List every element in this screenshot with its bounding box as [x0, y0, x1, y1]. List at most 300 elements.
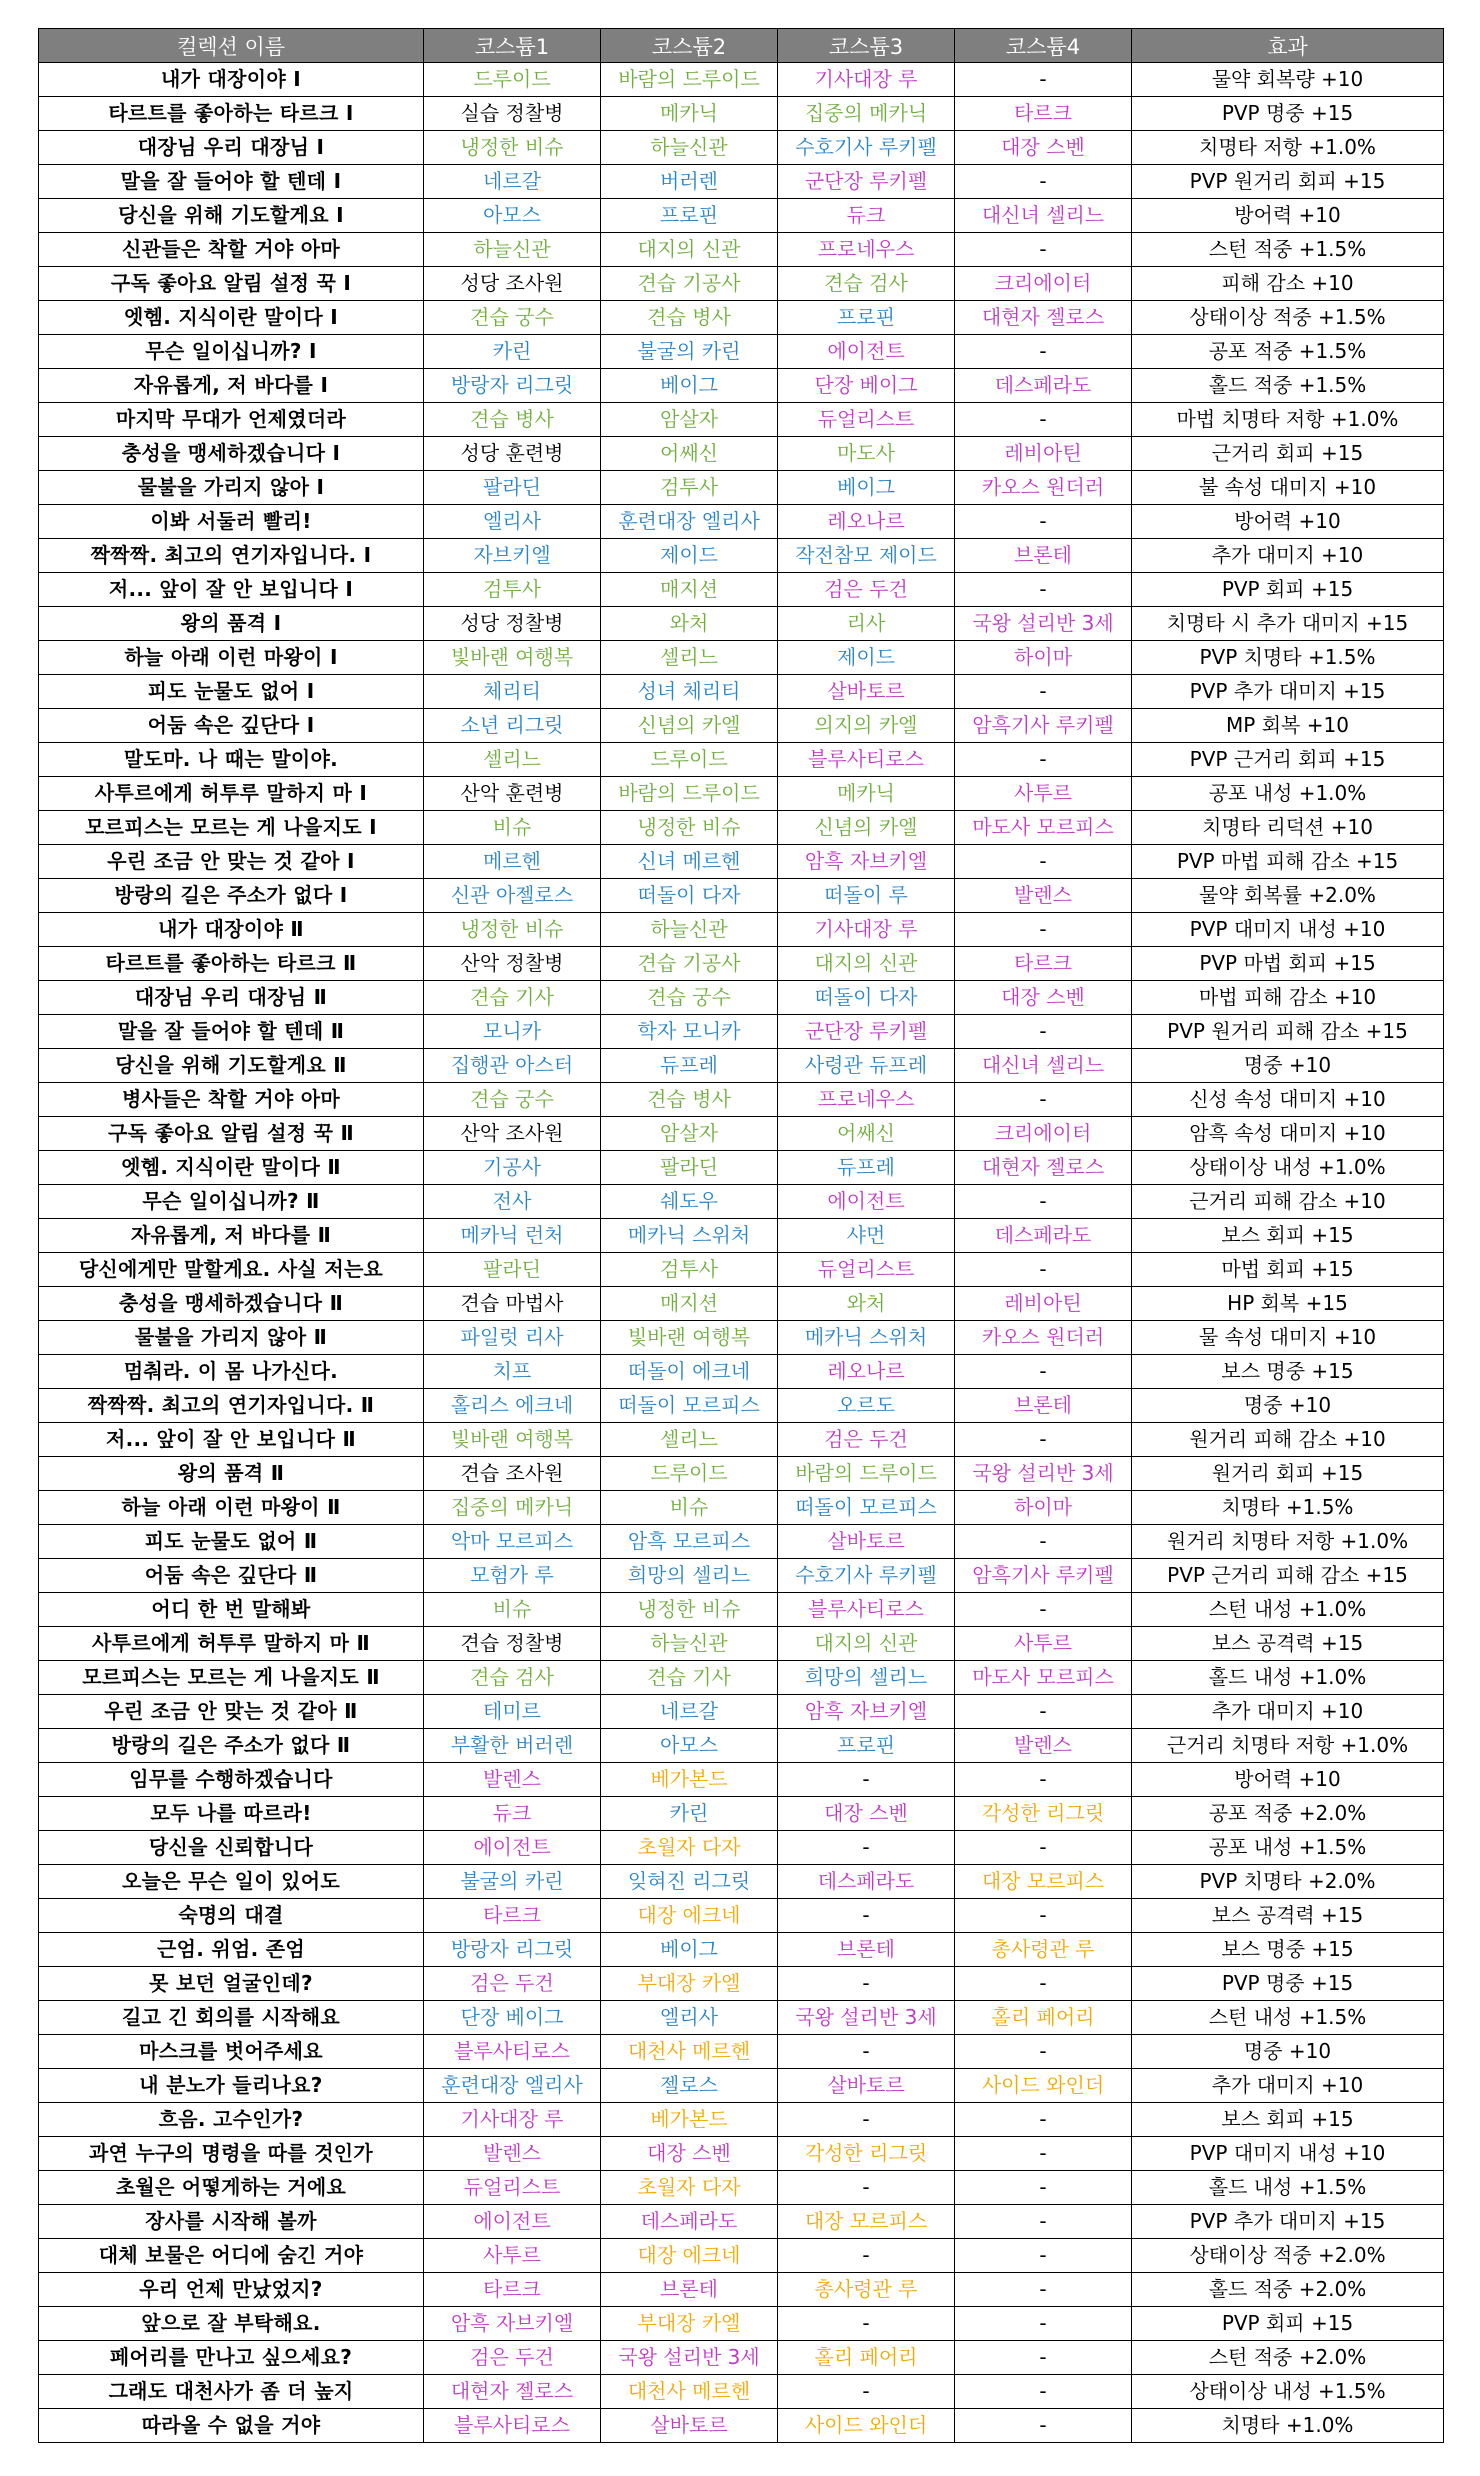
cell-costume-3: 듀얼리스트 — [778, 403, 955, 437]
cell-costume-1: 산악 훈련병 — [424, 777, 601, 811]
table-row — [39, 2239, 1444, 2273]
cell-costume-3: 바람의 드루이드 — [778, 1457, 955, 1491]
cell-effect: 치명타 저항 +1.0% — [1132, 131, 1444, 165]
cell-collection-name: 말도마. 나 때는 말이야. — [39, 743, 424, 777]
cell-effect: 근거리 피해 감소 +10 — [1132, 1185, 1444, 1219]
cell-effect: 근거리 회피 +15 — [1132, 437, 1444, 471]
cell-effect: 치명타 리덕션 +10 — [1132, 811, 1444, 845]
cell-costume-4: 국왕 설리반 3세 — [955, 607, 1132, 641]
cell-costume-3: 대지의 신관 — [778, 1627, 955, 1661]
cell-costume-4: 발렌스 — [955, 1729, 1132, 1763]
cell-collection-name: 엣헴. 지식이란 말이다 Ⅱ — [39, 1151, 424, 1185]
cell-collection-name: 대장님 우리 대장님 Ⅰ — [39, 131, 424, 165]
cell-costume-2: 젤로스 — [601, 2069, 778, 2103]
cell-costume-4: 카오스 원더러 — [955, 1321, 1132, 1355]
cell-costume-2: 떠돌이 모르피스 — [601, 1389, 778, 1423]
table-row — [39, 131, 1444, 165]
cell-effect: PVP 회피 +15 — [1132, 573, 1444, 607]
cell-effect: 홀드 적중 +1.5% — [1132, 369, 1444, 403]
cell-costume-4: - — [955, 1185, 1132, 1219]
cell-collection-name: 피도 눈물도 없어 Ⅰ — [39, 675, 424, 709]
cell-costume-3: - — [778, 1967, 955, 2001]
cell-costume-4: 대신녀 셀리느 — [955, 199, 1132, 233]
cell-effect: 상태이상 내성 +1.5% — [1132, 2375, 1444, 2409]
cell-effect: 홀드 내성 +1.5% — [1132, 2171, 1444, 2205]
table-row — [39, 913, 1444, 947]
cell-costume-2: 대장 에크네 — [601, 2239, 778, 2273]
cell-costume-3: 대지의 신관 — [778, 947, 955, 981]
cell-costume-2: 견습 궁수 — [601, 981, 778, 1015]
cell-costume-4: - — [955, 403, 1132, 437]
table-row — [39, 2409, 1444, 2443]
table-row — [39, 1695, 1444, 1729]
cell-collection-name: 모르피스는 모르는 게 나을지도 Ⅰ — [39, 811, 424, 845]
cell-costume-4: - — [955, 1423, 1132, 1457]
cell-costume-1: 실습 정찰병 — [424, 97, 601, 131]
cell-collection-name: 방랑의 길은 주소가 없다 Ⅱ — [39, 1729, 424, 1763]
cell-costume-4: - — [955, 2375, 1132, 2409]
cell-costume-1: 견습 병사 — [424, 403, 601, 437]
cell-costume-4: 레비아틴 — [955, 437, 1132, 471]
cell-costume-1: 셀리느 — [424, 743, 601, 777]
cell-costume-2: 검투사 — [601, 471, 778, 505]
cell-effect: 스턴 적중 +1.5% — [1132, 233, 1444, 267]
cell-costume-3: 암흑 자브키엘 — [778, 1695, 955, 1729]
table-row — [39, 1627, 1444, 1661]
cell-effect: PVP 추가 대미지 +15 — [1132, 675, 1444, 709]
cell-costume-1: 방랑자 리그릿 — [424, 369, 601, 403]
table-row — [39, 1661, 1444, 1695]
cell-costume-4: - — [955, 743, 1132, 777]
table-row — [39, 607, 1444, 641]
cell-collection-name: 병사들은 착할 거야 아마 — [39, 1083, 424, 1117]
cell-effect: PVP 마법 피해 감소 +15 — [1132, 845, 1444, 879]
cell-effect: PVP 치명타 +1.5% — [1132, 641, 1444, 675]
cell-costume-1: 팔라딘 — [424, 471, 601, 505]
cell-costume-2: 매지션 — [601, 573, 778, 607]
cell-effect: 보스 명중 +15 — [1132, 1355, 1444, 1389]
cell-costume-2: 암살자 — [601, 403, 778, 437]
cell-costume-4: 각성한 리그릿 — [955, 1797, 1132, 1831]
table-row — [39, 1899, 1444, 1933]
cell-effect: 추가 대미지 +10 — [1132, 2069, 1444, 2103]
cell-costume-4: 암흑기사 루키펠 — [955, 709, 1132, 743]
cell-costume-2: 초월자 다자 — [601, 1831, 778, 1865]
cell-effect: 방어력 +10 — [1132, 505, 1444, 539]
cell-costume-4: - — [955, 2409, 1132, 2443]
cell-effect: 물 속성 대미지 +10 — [1132, 1321, 1444, 1355]
table-row — [39, 471, 1444, 505]
cell-collection-name: 짝짝짝. 최고의 연기자입니다. Ⅱ — [39, 1389, 424, 1423]
cell-costume-3: 프로핀 — [778, 301, 955, 335]
table-row — [39, 2035, 1444, 2069]
cell-collection-name: 당신을 위해 기도할게요 Ⅱ — [39, 1049, 424, 1083]
table-row — [39, 1287, 1444, 1321]
cell-costume-4: - — [955, 573, 1132, 607]
cell-costume-4: 타르크 — [955, 947, 1132, 981]
cell-costume-4: 마도사 모르피스 — [955, 1661, 1132, 1695]
cell-costume-3: 프로네우스 — [778, 1083, 955, 1117]
cell-effect: 홀드 내성 +1.0% — [1132, 1661, 1444, 1695]
cell-effect: 피해 감소 +10 — [1132, 267, 1444, 301]
cell-collection-name: 왕의 품격 Ⅰ — [39, 607, 424, 641]
table-row — [39, 879, 1444, 913]
cell-costume-3: 단장 베이그 — [778, 369, 955, 403]
cell-costume-4: 카오스 원더러 — [955, 471, 1132, 505]
cell-collection-name: 못 보던 얼굴인데? — [39, 1967, 424, 2001]
cell-effect: PVP 추가 대미지 +15 — [1132, 2205, 1444, 2239]
cell-collection-name: 신관들은 착할 거야 아마 — [39, 233, 424, 267]
cell-effect: 상태이상 내성 +1.0% — [1132, 1151, 1444, 1185]
cell-costume-2: 와처 — [601, 607, 778, 641]
cell-costume-3: 샤먼 — [778, 1219, 955, 1253]
cell-costume-2: 떠돌이 다자 — [601, 879, 778, 913]
table-row — [39, 981, 1444, 1015]
cell-costume-1: 사투르 — [424, 2239, 601, 2273]
cell-collection-name: 마지막 무대가 언제였더라 — [39, 403, 424, 437]
cell-collection-name: 오늘은 무슨 일이 있어도 — [39, 1865, 424, 1899]
cell-collection-name: 하늘 아래 이런 마왕이 Ⅰ — [39, 641, 424, 675]
cell-costume-4: 홀리 페어리 — [955, 2001, 1132, 2035]
cell-collection-name: 대체 보물은 어디에 숨긴 거야 — [39, 2239, 424, 2273]
cell-costume-4: - — [955, 63, 1132, 97]
cell-costume-3: 검은 두건 — [778, 573, 955, 607]
cell-costume-4: 발렌스 — [955, 879, 1132, 913]
cell-costume-2: 베가본드 — [601, 2103, 778, 2137]
cell-costume-3: 기사대장 루 — [778, 913, 955, 947]
cell-costume-4: - — [955, 913, 1132, 947]
cell-costume-2: 쉐도우 — [601, 1185, 778, 1219]
cell-costume-2: 네르갈 — [601, 1695, 778, 1729]
cell-costume-1: 빛바랜 여행복 — [424, 1423, 601, 1457]
cell-collection-name: 모르피스는 모르는 게 나을지도 Ⅱ — [39, 1661, 424, 1695]
cell-costume-3: 레오나르 — [778, 1355, 955, 1389]
cell-costume-2: 부대장 카엘 — [601, 2307, 778, 2341]
table-row — [39, 675, 1444, 709]
cell-costume-4: - — [955, 2171, 1132, 2205]
cell-costume-2: 엘리사 — [601, 2001, 778, 2035]
cell-costume-3: 군단장 루키펠 — [778, 1015, 955, 1049]
table-row — [39, 1831, 1444, 1865]
cell-costume-1: 발렌스 — [424, 1763, 601, 1797]
cell-costume-1: 신관 아젤로스 — [424, 879, 601, 913]
cell-costume-2: 베가본드 — [601, 1763, 778, 1797]
cell-costume-4: - — [955, 2103, 1132, 2137]
cell-costume-3: 사이드 와인더 — [778, 2409, 955, 2443]
cell-costume-1: 메카닉 런처 — [424, 1219, 601, 1253]
cell-costume-3: 살바토르 — [778, 1525, 955, 1559]
cell-costume-4: 국왕 설리반 3세 — [955, 1457, 1132, 1491]
cell-collection-name: 저... 앞이 잘 안 보입니다 Ⅱ — [39, 1423, 424, 1457]
table-row — [39, 1219, 1444, 1253]
cell-collection-name: 대장님 우리 대장님 Ⅱ — [39, 981, 424, 1015]
cell-effect: HP 회복 +15 — [1132, 1287, 1444, 1321]
cell-collection-name: 멈춰라. 이 몸 나가신다. — [39, 1355, 424, 1389]
cell-costume-2: 초월자 다자 — [601, 2171, 778, 2205]
cell-collection-name: 근엄. 위엄. 존엄 — [39, 1933, 424, 1967]
cell-effect: PVP 대미지 내성 +10 — [1132, 2137, 1444, 2171]
cell-costume-1: 빛바랜 여행복 — [424, 641, 601, 675]
cell-collection-name: 과연 누구의 명령을 따를 것인가 — [39, 2137, 424, 2171]
table-row — [39, 2171, 1444, 2205]
cell-collection-name: 당신에게만 말할게요. 사실 저는요 — [39, 1253, 424, 1287]
cell-effect: 보스 명중 +15 — [1132, 1933, 1444, 1967]
cell-costume-1: 비슈 — [424, 811, 601, 845]
table-row — [39, 947, 1444, 981]
cell-costume-1: 기사대장 루 — [424, 2103, 601, 2137]
cell-effect: PVP 근거리 회피 +15 — [1132, 743, 1444, 777]
cell-effect: 명중 +10 — [1132, 1049, 1444, 1083]
cell-costume-1: 파일럿 리사 — [424, 1321, 601, 1355]
cell-costume-4: - — [955, 2273, 1132, 2307]
cell-collection-name: 페어리를 만나고 싶으세요? — [39, 2341, 424, 2375]
cell-costume-3: 리사 — [778, 607, 955, 641]
cell-costume-2: 대천사 메르헨 — [601, 2375, 778, 2409]
cell-costume-1: 체리티 — [424, 675, 601, 709]
cell-costume-4: - — [955, 505, 1132, 539]
cell-costume-1: 대현자 젤로스 — [424, 2375, 601, 2409]
cell-costume-1: 테미르 — [424, 1695, 601, 1729]
cell-costume-2: 빛바랜 여행복 — [601, 1321, 778, 1355]
cell-effect: PVP 원거리 피해 감소 +15 — [1132, 1015, 1444, 1049]
cell-costume-1: 듀얼리스트 — [424, 2171, 601, 2205]
cell-costume-3: - — [778, 1899, 955, 1933]
cell-costume-3: 총사령관 루 — [778, 2273, 955, 2307]
cell-costume-2: 하늘신관 — [601, 1627, 778, 1661]
cell-costume-4: 사투르 — [955, 1627, 1132, 1661]
cell-collection-name: 그래도 대천사가 좀 더 높지 — [39, 2375, 424, 2409]
cell-costume-2: 제이드 — [601, 539, 778, 573]
cell-effect: 추가 대미지 +10 — [1132, 539, 1444, 573]
cell-costume-1: 기공사 — [424, 1151, 601, 1185]
cell-collection-name: 따라올 수 없을 거야 — [39, 2409, 424, 2443]
cell-costume-1: 듀크 — [424, 1797, 601, 1831]
cell-collection-name: 무슨 일이십니까? Ⅰ — [39, 335, 424, 369]
table-row — [39, 199, 1444, 233]
cell-costume-1: 타르크 — [424, 2273, 601, 2307]
header-costume-4: 코스튬4 — [955, 29, 1132, 63]
cell-costume-2: 신념의 카엘 — [601, 709, 778, 743]
cell-costume-4: - — [955, 675, 1132, 709]
cell-costume-1: 팔라딘 — [424, 1253, 601, 1287]
cell-costume-4: 크리에이터 — [955, 267, 1132, 301]
cell-costume-1: 암흑 자브키엘 — [424, 2307, 601, 2341]
cell-collection-name: 길고 긴 회의를 시작해요 — [39, 2001, 424, 2035]
cell-costume-1: 성당 정찰병 — [424, 607, 601, 641]
cell-costume-3: - — [778, 2307, 955, 2341]
header-costume-2: 코스튬2 — [601, 29, 778, 63]
cell-effect: 공포 내성 +1.5% — [1132, 1831, 1444, 1865]
cell-collection-name: 왕의 품격 Ⅱ — [39, 1457, 424, 1491]
cell-costume-4: 대장 스벤 — [955, 131, 1132, 165]
cell-costume-1: 견습 정찰병 — [424, 1627, 601, 1661]
cell-costume-1: 방랑자 리그릿 — [424, 1933, 601, 1967]
cell-collection-name: 자유롭게, 저 바다를 Ⅱ — [39, 1219, 424, 1253]
table-row — [39, 2205, 1444, 2239]
cell-effect: PVP 회피 +15 — [1132, 2307, 1444, 2341]
cell-costume-3: 국왕 설리반 3세 — [778, 2001, 955, 2035]
cell-costume-3: 대장 모르피스 — [778, 2205, 955, 2239]
cell-costume-2: 학자 모니카 — [601, 1015, 778, 1049]
table-row — [39, 1763, 1444, 1797]
table-row — [39, 1389, 1444, 1423]
cell-effect: PVP 마법 회피 +15 — [1132, 947, 1444, 981]
table-row — [39, 2341, 1444, 2375]
cell-costume-3: 검은 두건 — [778, 1423, 955, 1457]
table-row — [39, 2375, 1444, 2409]
cell-costume-3: 브론테 — [778, 1933, 955, 1967]
cell-costume-3: 프로네우스 — [778, 233, 955, 267]
table-row — [39, 1525, 1444, 1559]
cell-costume-4: - — [955, 2205, 1132, 2239]
cell-costume-2: 데스페라도 — [601, 2205, 778, 2239]
cell-effect: PVP 대미지 내성 +10 — [1132, 913, 1444, 947]
cell-costume-2: 견습 병사 — [601, 1083, 778, 1117]
cell-costume-3: 견습 검사 — [778, 267, 955, 301]
cell-costume-4: - — [955, 1355, 1132, 1389]
cell-costume-2: 베이그 — [601, 369, 778, 403]
cell-costume-3: 제이드 — [778, 641, 955, 675]
cell-collection-name: 구독 좋아요 알림 설정 꾹 Ⅱ — [39, 1117, 424, 1151]
cell-collection-name: 우린 조금 안 맞는 것 같아 Ⅱ — [39, 1695, 424, 1729]
collection-table — [38, 28, 1444, 2443]
cell-costume-1: 견습 기사 — [424, 981, 601, 1015]
cell-costume-1: 견습 궁수 — [424, 1083, 601, 1117]
cell-costume-3: 수호기사 루키펠 — [778, 131, 955, 165]
cell-costume-3: 듀크 — [778, 199, 955, 233]
cell-collection-name: 당신을 위해 기도할게요 Ⅰ — [39, 199, 424, 233]
cell-collection-name: 타르트를 좋아하는 타르크 Ⅰ — [39, 97, 424, 131]
cell-costume-3: 프로핀 — [778, 1729, 955, 1763]
table-row — [39, 2307, 1444, 2341]
cell-collection-name: 짝짝짝. 최고의 연기자입니다. Ⅰ — [39, 539, 424, 573]
cell-collection-name: 이봐 서둘러 빨리! — [39, 505, 424, 539]
cell-effect: 명중 +10 — [1132, 1389, 1444, 1423]
cell-costume-3: 레오나르 — [778, 505, 955, 539]
cell-costume-4: - — [955, 2239, 1132, 2273]
cell-costume-1: 부활한 버러렌 — [424, 1729, 601, 1763]
cell-costume-2: 희망의 셀리느 — [601, 1559, 778, 1593]
cell-effect: 공포 내성 +1.0% — [1132, 777, 1444, 811]
cell-costume-1: 엘리사 — [424, 505, 601, 539]
cell-costume-1: 성당 훈련병 — [424, 437, 601, 471]
cell-costume-2: 국왕 설리반 3세 — [601, 2341, 778, 2375]
cell-costume-4: 크리에이터 — [955, 1117, 1132, 1151]
cell-costume-3: 신념의 카엘 — [778, 811, 955, 845]
cell-costume-3: - — [778, 2171, 955, 2205]
cell-costume-3: 홀리 페어리 — [778, 2341, 955, 2375]
table-row — [39, 2103, 1444, 2137]
table-row — [39, 743, 1444, 777]
table-row — [39, 233, 1444, 267]
table-row — [39, 573, 1444, 607]
cell-costume-4: - — [955, 1015, 1132, 1049]
cell-costume-4: - — [955, 845, 1132, 879]
cell-effect: 방어력 +10 — [1132, 1763, 1444, 1797]
cell-effect: 원거리 회피 +15 — [1132, 1457, 1444, 1491]
cell-costume-1: 냉정한 비슈 — [424, 913, 601, 947]
cell-collection-name: 우린 조금 안 맞는 것 같아 Ⅰ — [39, 845, 424, 879]
cell-costume-3: 떠돌이 다자 — [778, 981, 955, 1015]
cell-collection-name: 숙명의 대결 — [39, 1899, 424, 1933]
collection-table-wrapper — [38, 28, 1443, 2443]
cell-costume-1: 비슈 — [424, 1593, 601, 1627]
cell-costume-2: 대장 스벤 — [601, 2137, 778, 2171]
table-row — [39, 1083, 1444, 1117]
table-row — [39, 1593, 1444, 1627]
cell-effect: PVP 치명타 +2.0% — [1132, 1865, 1444, 1899]
cell-effect: 물약 회복량 +10 — [1132, 63, 1444, 97]
cell-costume-3: 마도사 — [778, 437, 955, 471]
cell-costume-4: - — [955, 1593, 1132, 1627]
table-row — [39, 1559, 1444, 1593]
cell-costume-2: 메카닉 — [601, 97, 778, 131]
cell-effect: 불 속성 대미지 +10 — [1132, 471, 1444, 505]
cell-effect: 치명타 +1.0% — [1132, 2409, 1444, 2443]
cell-collection-name: 말을 잘 들어야 할 텐데 Ⅰ — [39, 165, 424, 199]
cell-effect: 마법 피해 감소 +10 — [1132, 981, 1444, 1015]
cell-costume-2: 셀리느 — [601, 1423, 778, 1457]
cell-costume-1: 불굴의 카린 — [424, 1865, 601, 1899]
table-row — [39, 505, 1444, 539]
table-row — [39, 845, 1444, 879]
cell-costume-3: - — [778, 2103, 955, 2137]
cell-costume-4: - — [955, 1831, 1132, 1865]
cell-collection-name: 충성을 맹세하겠습니다 Ⅱ — [39, 1287, 424, 1321]
cell-costume-1: 블루사티로스 — [424, 2409, 601, 2443]
cell-collection-name: 내 분노가 들리나요? — [39, 2069, 424, 2103]
cell-costume-3: 각성한 리그릿 — [778, 2137, 955, 2171]
header-effect: 효과 — [1132, 29, 1444, 63]
cell-costume-2: 불굴의 카린 — [601, 335, 778, 369]
cell-costume-3: 듀프레 — [778, 1151, 955, 1185]
cell-costume-1: 집중의 메카닉 — [424, 1491, 601, 1525]
table-row — [39, 641, 1444, 675]
cell-costume-4: 타르크 — [955, 97, 1132, 131]
cell-costume-1: 집행관 아스터 — [424, 1049, 601, 1083]
cell-effect: 신성 속성 대미지 +10 — [1132, 1083, 1444, 1117]
cell-costume-3: 작전참모 제이드 — [778, 539, 955, 573]
cell-costume-1: 냉정한 비슈 — [424, 131, 601, 165]
table-body — [39, 63, 1444, 2443]
table-row — [39, 1933, 1444, 1967]
cell-costume-4: - — [955, 233, 1132, 267]
cell-costume-4: 총사령관 루 — [955, 1933, 1132, 1967]
cell-collection-name: 마스크를 벗어주세요 — [39, 2035, 424, 2069]
cell-collection-name: 무슨 일이십니까? Ⅱ — [39, 1185, 424, 1219]
cell-costume-2: 버러렌 — [601, 165, 778, 199]
cell-costume-4: 마도사 모르피스 — [955, 811, 1132, 845]
cell-costume-2: 냉정한 비슈 — [601, 1593, 778, 1627]
cell-costume-1: 자브키엘 — [424, 539, 601, 573]
table-row — [39, 63, 1444, 97]
cell-costume-2: 검투사 — [601, 1253, 778, 1287]
cell-collection-name: 흐음. 고수인가? — [39, 2103, 424, 2137]
cell-costume-1: 하늘신관 — [424, 233, 601, 267]
cell-costume-3: 살바토르 — [778, 675, 955, 709]
cell-costume-2: 견습 병사 — [601, 301, 778, 335]
cell-costume-3: 떠돌이 루 — [778, 879, 955, 913]
cell-effect: 상태이상 적중 +1.5% — [1132, 301, 1444, 335]
cell-costume-4: 암흑기사 루키펠 — [955, 1559, 1132, 1593]
cell-costume-4: 사이드 와인더 — [955, 2069, 1132, 2103]
cell-costume-3: 블루사티로스 — [778, 743, 955, 777]
cell-effect: 보스 회피 +15 — [1132, 2103, 1444, 2137]
cell-costume-4: - — [955, 165, 1132, 199]
table-row — [39, 301, 1444, 335]
cell-costume-1: 치프 — [424, 1355, 601, 1389]
cell-costume-2: 훈련대장 엘리사 — [601, 505, 778, 539]
